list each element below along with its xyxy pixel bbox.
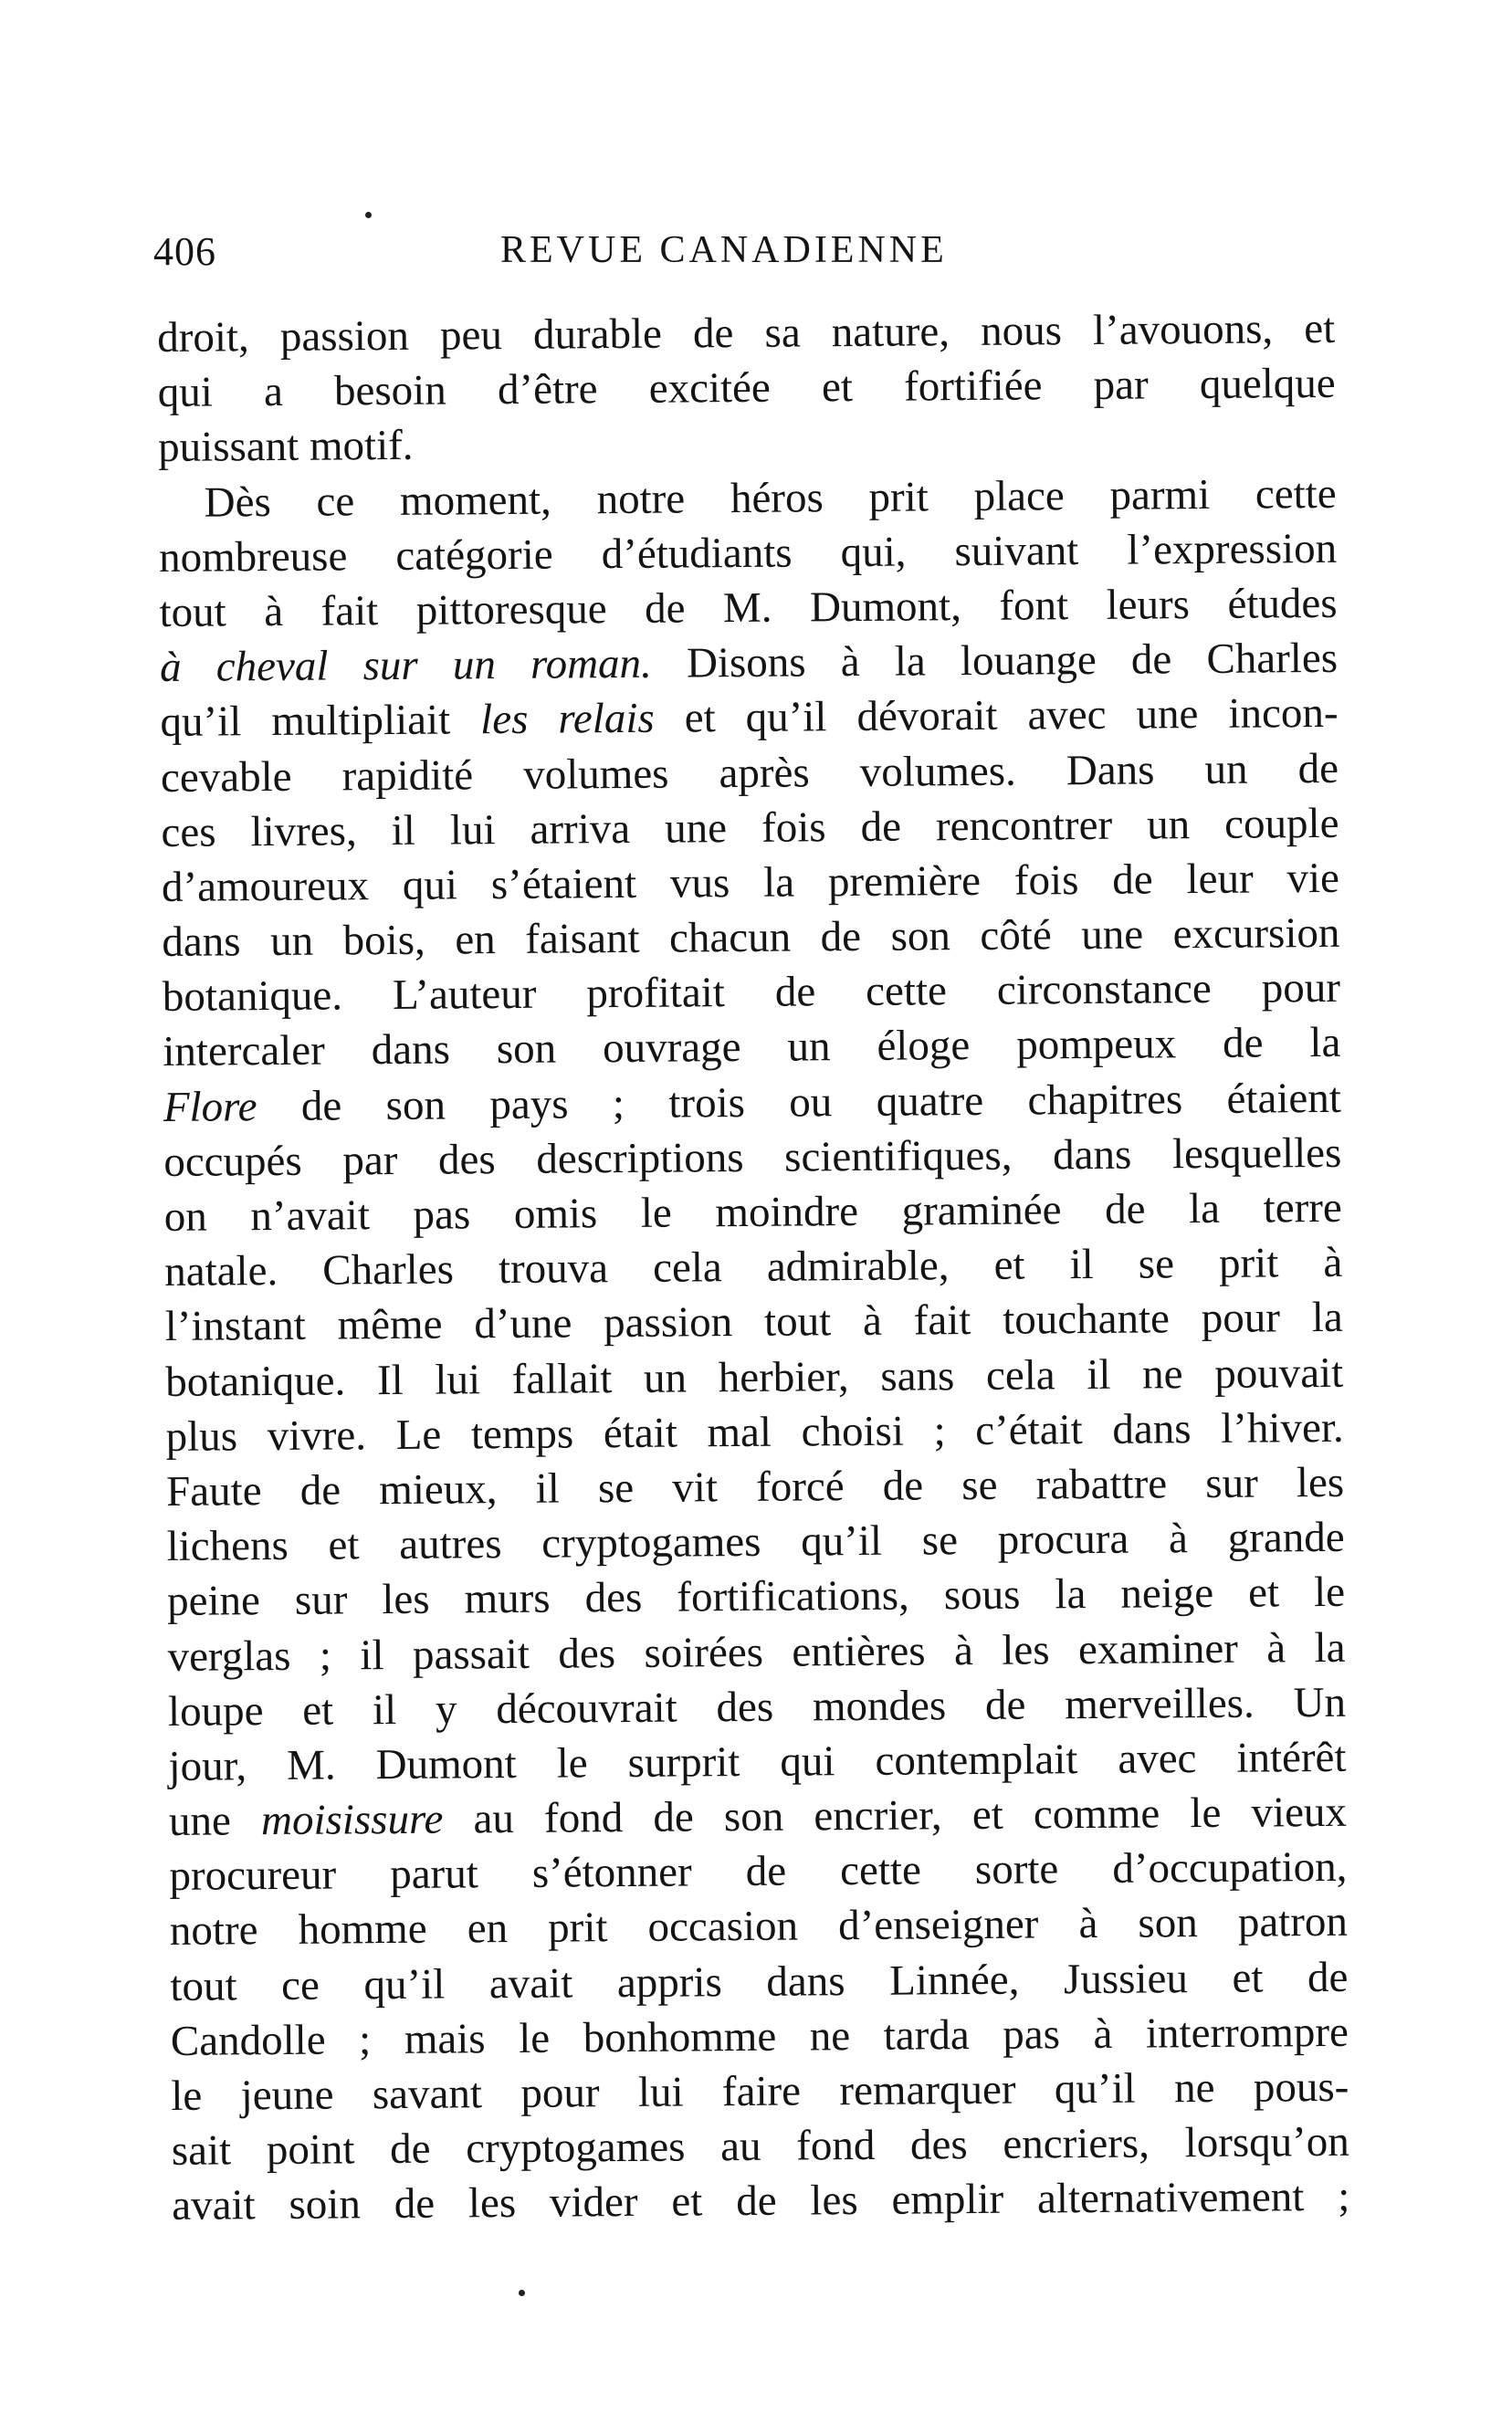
text-line: sait point de cryptogames au fond des encriers, lorsqu’on bbox=[171, 2117, 1349, 2176]
text-line: tout à fait pittoresque de M. Dumont, font leurs études bbox=[159, 579, 1338, 636]
text-line: notre homme en prit occasion d’enseigner à son patron bbox=[169, 1898, 1349, 1956]
text-span: et qu’il dévorait avec une incon- bbox=[654, 689, 1339, 743]
text-line: on n’avait pas omis le moindre graminée de la terre bbox=[163, 1183, 1342, 1241]
text-span: au fond de son encrier, et comme le vieux bbox=[443, 1788, 1348, 1843]
ink-speck bbox=[365, 212, 372, 218]
text-line: botanique. Il lui fallait un herbier, sans cela il ne pouvait bbox=[165, 1348, 1344, 1406]
ink-speck bbox=[519, 2290, 525, 2296]
text-line bbox=[160, 686, 1338, 750]
text-line: cevable rapidité volumes après volumes. Dans un de bbox=[160, 744, 1339, 802]
italic-phrase: moisissure bbox=[260, 1795, 444, 1845]
text-line: lichens et autres cryptogames qu’il se procura à grande bbox=[166, 1513, 1345, 1571]
italic-phrase: Flore bbox=[163, 1082, 257, 1131]
text-line: le jeune savant pour lui faire remarquer qu’il ne pous- bbox=[171, 2062, 1349, 2120]
text-line: nombreuse catégorie d’étudiants qui, suivant l’expression bbox=[158, 524, 1338, 582]
text-line: procureur parut s’étonner de cette sorte d’occupation, bbox=[169, 1843, 1348, 1901]
text-line: dans un bois, en faisant chacun de son côté une excursion bbox=[162, 908, 1340, 967]
text-line: occupés par des descriptions scientifiques, dans lesquelles bbox=[163, 1128, 1342, 1186]
text-line: avait soin de les vider et de les emplir alternativement ; bbox=[172, 2173, 1350, 2230]
text-line bbox=[169, 1785, 1347, 1849]
text-line: Candolle ; mais le bonhomme ne tarda pas à interrompre bbox=[170, 2008, 1349, 2065]
text-line: tout ce qu’il avait appris dans Linnée, Jussieu et de bbox=[170, 1953, 1349, 2010]
text-line: peine sur les murs des fortifications, sous la neige et le bbox=[166, 1568, 1346, 1626]
paragraph-start-line: Dès ce moment, notre héros prit place parmi cette bbox=[204, 469, 1337, 527]
text-line: l’instant même d’une passion tout à fait touchante pour la bbox=[164, 1294, 1343, 1351]
page-number: 406 bbox=[153, 229, 216, 274]
text-line bbox=[160, 631, 1338, 695]
italic-phrase: les relais bbox=[479, 695, 655, 744]
italic-phrase: à cheval sur un roman. bbox=[159, 639, 653, 692]
body-text bbox=[157, 301, 1350, 2234]
text-line: natale. Charles trouva cela admirable, et il se prit à bbox=[164, 1239, 1343, 1296]
text-line: d’amoureux qui s’étaient vus la première fois de leur vie bbox=[161, 854, 1340, 911]
text-line bbox=[163, 1070, 1341, 1134]
text-line: intercaler dans son ouvrage un éloge pompeux de la bbox=[163, 1019, 1341, 1076]
text-line: verglas ; il passait des soirées entières à les examiner à la bbox=[167, 1623, 1346, 1681]
text-line: jour, M. Dumont le surprit qui contemplait avec intérêt bbox=[168, 1733, 1347, 1790]
text-line: droit, passion peu durable de sa nature, nous l’avouons, et bbox=[157, 304, 1336, 362]
text-line: puissant motif. bbox=[157, 422, 414, 472]
text-line: botanique. L’auteur profitait de cette circonstance pour bbox=[162, 964, 1341, 1022]
text-line: ces livres, il lui arriva une fois de rencontrer un couple bbox=[161, 799, 1339, 856]
text-line: loupe et il y découvrait des mondes de merveilles. Un bbox=[167, 1678, 1347, 1736]
page-header bbox=[153, 228, 1359, 292]
text-span: de son pays ; trois ou quatre chapitres étaient bbox=[257, 1074, 1342, 1130]
text-span: une bbox=[168, 1797, 262, 1846]
text-span: Disons à la louange de Charles bbox=[651, 634, 1339, 687]
running-title: REVUE CANADIENNE bbox=[500, 229, 948, 271]
text-line: plus vivre. Le temps était mal choisi ; c’était dans l’hiver. bbox=[165, 1403, 1344, 1461]
text-line: Faute de mieux, il se vit forcé de se rabattre sur les bbox=[165, 1458, 1345, 1516]
text-line: qui a besoin d’être excitée et fortifiée par quelque bbox=[157, 360, 1336, 417]
text-span: qu’il multipliait bbox=[160, 696, 481, 747]
